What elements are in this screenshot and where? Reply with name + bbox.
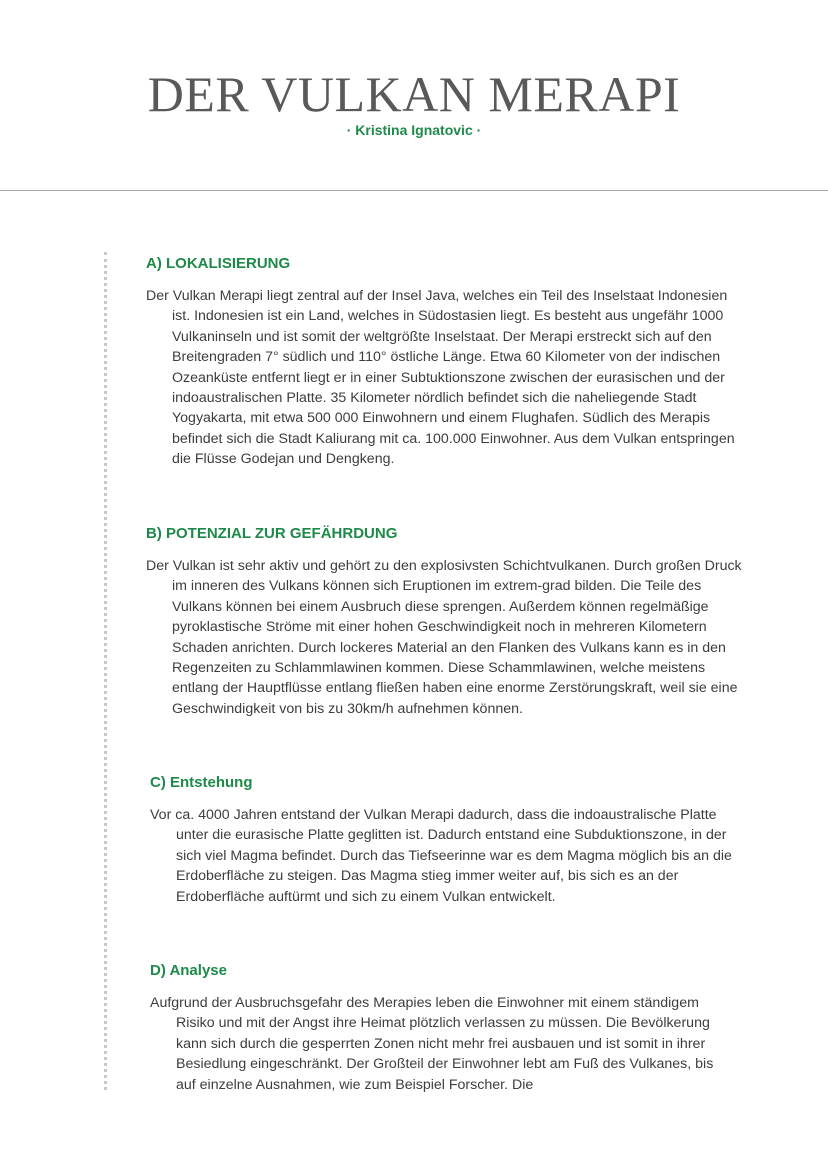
document-title: DER VULKAN MERAPI <box>147 66 681 122</box>
header-divider <box>0 190 828 191</box>
section-gefaehrdung <box>146 524 746 719</box>
section-heading: A) LOKALISIERUNG <box>146 255 291 272</box>
section-analyse <box>150 961 732 1095</box>
section-heading: B) POTENZIAL ZUR GEFÄHRDUNG <box>146 525 398 542</box>
section-heading: C) Entstehung <box>150 774 253 791</box>
section-lokalisierung <box>146 254 746 470</box>
section-body: Der Vulkan Merapi liegt zentral auf der Insel Java, welches ein Teil des Inselstaat Indonesien ist. Indonesien ist ein Land, welches in Südostasien liegt. Es besteht aus ungefähr 1000 Vulkaninseln und ist somit der weltgrößte Inselstaat. Der Merapi erstreckt sich auf den Breitengraden 7° südlich und 110° östliche Länge. Etwa 60 Kilometer von der indischen Ozeanküste entfernt liegt er in einer Subtuktionszone zwischen der eurasischen und der indoaustralischen Platte. 35 Kilometer nördlich befindet sich die naheliegende Stadt Yogyakarta, mit etwa 500 000 Einwohnern und einem Flughafen. Südlich des Merapis befindet sich die Stadt Kaliurang mit ca. 100.000 Einwohner. Aus dem Vulkan entspringen die Flüsse Godejan und Dengkeng. <box>146 288 735 468</box>
section-entstehung <box>150 773 750 907</box>
section-body: Vor ca. 4000 Jahren entstand der Vulkan Merapi dadurch, dass die indoaustralische Platte unter die eurasische Platte geglitten ist. Dadurch entstand eine Subduktionszone, in der sich viel Magma befindet. Durch das Tiefseerinne war es dem Magma möglich bis an die Erdoberfläche zu steigen. Das Magma stieg immer weiter auf, bis sich es an der Erdoberfläche auftürmt und sich zu einem Vulkan entwickelt. <box>150 807 732 905</box>
author-line: · Kristina Ignatovic · <box>346 122 482 138</box>
section-body: Der Vulkan ist sehr aktiv und gehört zu den explosivsten Schichtvulkanen. Durch großen Druck im inneren des Vulkans können sich Eruptionen im extrem-grad bilden. Die Teile des Vulkans können bei einem Ausbruch diese sprengen. Außerdem können regelmäßige pyroklastische Ströme mit einer hohen Geschwindigkeit noch in mehreren Kilometern Schaden anrichten. Durch lockeres Material an den Flanken des Vulkans kann es in den Regenzeiten zu Schlammlawinen kommen. Diese Schammlawinen, welche meistens entlang der Hauptflüsse entlang fließen haben eine enorme Zerstörungskraft, weil sie eine Geschwindigkeit von bis zu 30km/h aufnehmen können. <box>146 558 742 717</box>
section-heading: D) Analyse <box>150 962 227 979</box>
section-body: Aufgrund der Ausbruchsgefahr des Merapies leben die Einwohner mit einem ständigem Risiko und mit der Angst ihre Heimat plötzlich verlassen zu müssen. Die Bevölkerung kann sich durch die gesperrten Zonen nicht mehr frei ausbauen und ist somit in ihrer Besiedlung eingeschränkt. Der Großteil der Einwohner lebt am Fuß des Vulkanes, bis auf einzelne Ausnahmen, wie zum Beispiel Forscher. Die <box>150 995 714 1093</box>
document-header <box>0 0 828 190</box>
dotted-margin-line <box>104 252 107 1090</box>
